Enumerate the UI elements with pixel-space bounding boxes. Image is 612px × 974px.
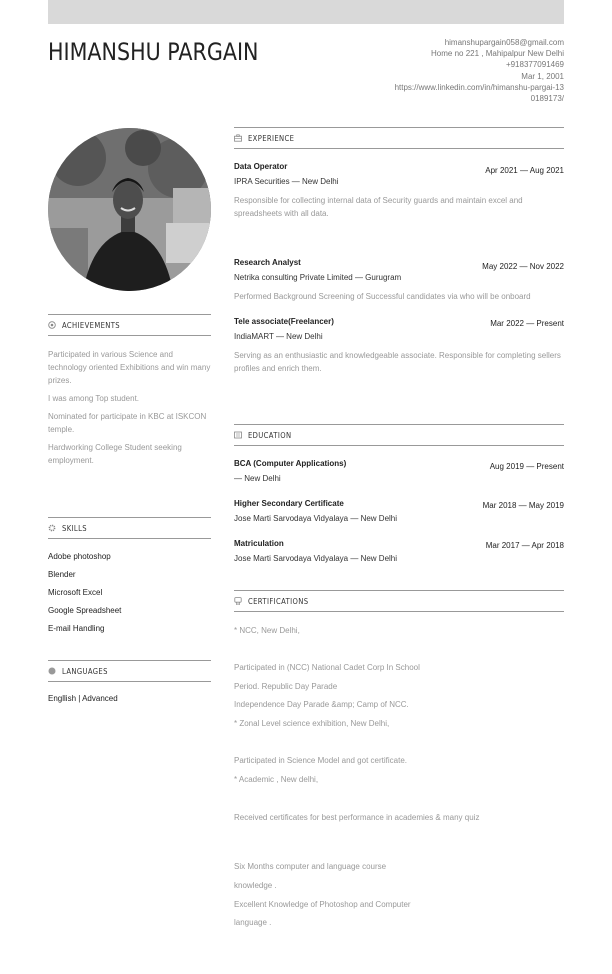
- entry-organization: IPRA Securities — New Delhi: [234, 177, 339, 186]
- certification-line: Received certificates for best performance in academies & many quiz: [234, 813, 480, 822]
- globe-icon: [48, 667, 56, 675]
- achievements-title: ACHIEVEMENTS: [62, 320, 120, 330]
- skills-title: SKILLS: [62, 523, 87, 533]
- experience-header: [234, 127, 564, 149]
- entry-description: Performed Background Screening of Successful candidates via who will be onboard: [234, 292, 531, 301]
- entry-date: Aug 2019 — Present: [489, 462, 564, 471]
- skill-item: Google Spreadsheet: [48, 606, 122, 615]
- certification-line: Participated in Science Model and got certificate.: [234, 756, 407, 765]
- skill-item: Blender: [48, 570, 76, 579]
- certifications-header: [234, 590, 564, 612]
- contact-birthdate: Mar 1, 2001: [521, 71, 564, 81]
- experience-entry: [234, 162, 564, 220]
- entry-title: Matriculation: [234, 539, 284, 548]
- entry-organization: Jose Marti Sarvodaya Vidyalaya — New Delhi: [234, 554, 398, 563]
- entry-title: Data Operator: [234, 162, 288, 171]
- achievement-item: Nominated for participate in KBC at ISKCON temple.: [48, 412, 207, 434]
- skill-item: Microsoft Excel: [48, 588, 103, 597]
- education-entry: [234, 499, 564, 523]
- entry-date: May 2022 — Nov 2022: [482, 262, 564, 271]
- skill-item: E-mail Handling: [48, 624, 105, 633]
- candidate-name: HIMANSHU PARGAIN: [48, 38, 259, 66]
- contact-block: [394, 37, 564, 104]
- certification-line: Period. Republic Day Parade: [234, 682, 338, 691]
- certification-line: Six Months computer and language course: [234, 862, 387, 871]
- experience-entry: [234, 317, 564, 375]
- entry-title: Tele associate(Freelancer): [234, 317, 334, 326]
- contact-linkedin-link[interactable]: https://www.linkedin.com/in/himanshu-pargai-130189173/: [394, 82, 564, 104]
- entry-title: BCA (Computer Applications): [234, 459, 347, 468]
- education-entry: [234, 459, 564, 483]
- entry-date: Mar 2018 — May 2019: [482, 501, 564, 510]
- language-item: Engllish | Advanced: [48, 694, 118, 703]
- entry-date: Mar 2022 — Present: [490, 319, 564, 328]
- achievements-icon: [48, 321, 56, 329]
- entry-description: Serving as an enthusiastic and knowledgeable associate. Responsible for completing sellers profiles and enrich them.: [234, 351, 561, 373]
- skill-item: Adobe photoshop: [48, 552, 111, 561]
- languages-title: LANGUAGES: [62, 666, 108, 676]
- gear-icon: [48, 524, 56, 532]
- entry-description: Responsible for collecting internal data of Security guards and maintain excel and spreadsheets with all data.: [234, 196, 523, 218]
- education-header: [234, 424, 564, 446]
- skills-header: [48, 517, 211, 539]
- certification-line: Participated in (NCC) National Cadet Corp In School: [234, 663, 420, 672]
- achievement-item: Hardworking College Student seeking employment.: [48, 443, 182, 465]
- certification-line: knowledge .: [234, 881, 277, 890]
- certification-line: Excellent Knowledge of Photoshop and Computer: [234, 900, 411, 909]
- entry-organization: — New Delhi: [234, 474, 281, 483]
- achievements-header: [48, 314, 211, 336]
- profile-photo: [48, 128, 211, 291]
- languages-header: [48, 660, 211, 682]
- entry-date: Apr 2021 — Aug 2021: [485, 166, 564, 175]
- certificate-icon: [234, 597, 242, 605]
- education-title: EDUCATION: [248, 430, 292, 440]
- education-entry: [234, 539, 564, 563]
- contact-phone[interactable]: +918377091469: [505, 60, 564, 70]
- entry-organization: Netrika consulting Private Limited — Gurugram: [234, 273, 402, 282]
- contact-address: Home no 221 , Mahipalpur New Delhi: [431, 49, 564, 59]
- entry-organization: Jose Marti Sarvodaya Vidyalaya — New Delhi: [234, 514, 398, 523]
- experience-entry: [234, 258, 564, 303]
- certifications-title: CERTIFICATIONS: [248, 596, 309, 606]
- skills-list: [48, 551, 211, 641]
- briefcase-icon: [234, 134, 242, 142]
- certification-line: * Academic , New delhi,: [234, 775, 319, 784]
- certification-line: * NCC, New Delhi,: [234, 626, 300, 635]
- contact-email[interactable]: himanshupargain058@gmail.com: [444, 38, 564, 47]
- top-bar: [48, 0, 564, 24]
- achievements-list: [48, 348, 211, 472]
- achievement-item: I was among Top student.: [48, 394, 140, 403]
- entry-title: Research Analyst: [234, 258, 301, 267]
- experience-title: EXPERIENCE: [248, 133, 295, 143]
- entry-title: Higher Secondary Certificate: [234, 499, 344, 508]
- achievement-item: Participated in various Science and technology oriented Exhibitions and win many prizes.: [48, 350, 211, 385]
- certification-line: * Zonal Level science exhibition, New Delhi,: [234, 719, 390, 728]
- entry-date: Mar 2017 — Apr 2018: [485, 541, 564, 550]
- graduation-icon: [234, 431, 242, 439]
- certification-line: language .: [234, 918, 272, 927]
- certification-line: Independence Day Parade &amp; Camp of NCC.: [234, 700, 409, 709]
- entry-organization: IndiaMART — New Delhi: [234, 332, 323, 341]
